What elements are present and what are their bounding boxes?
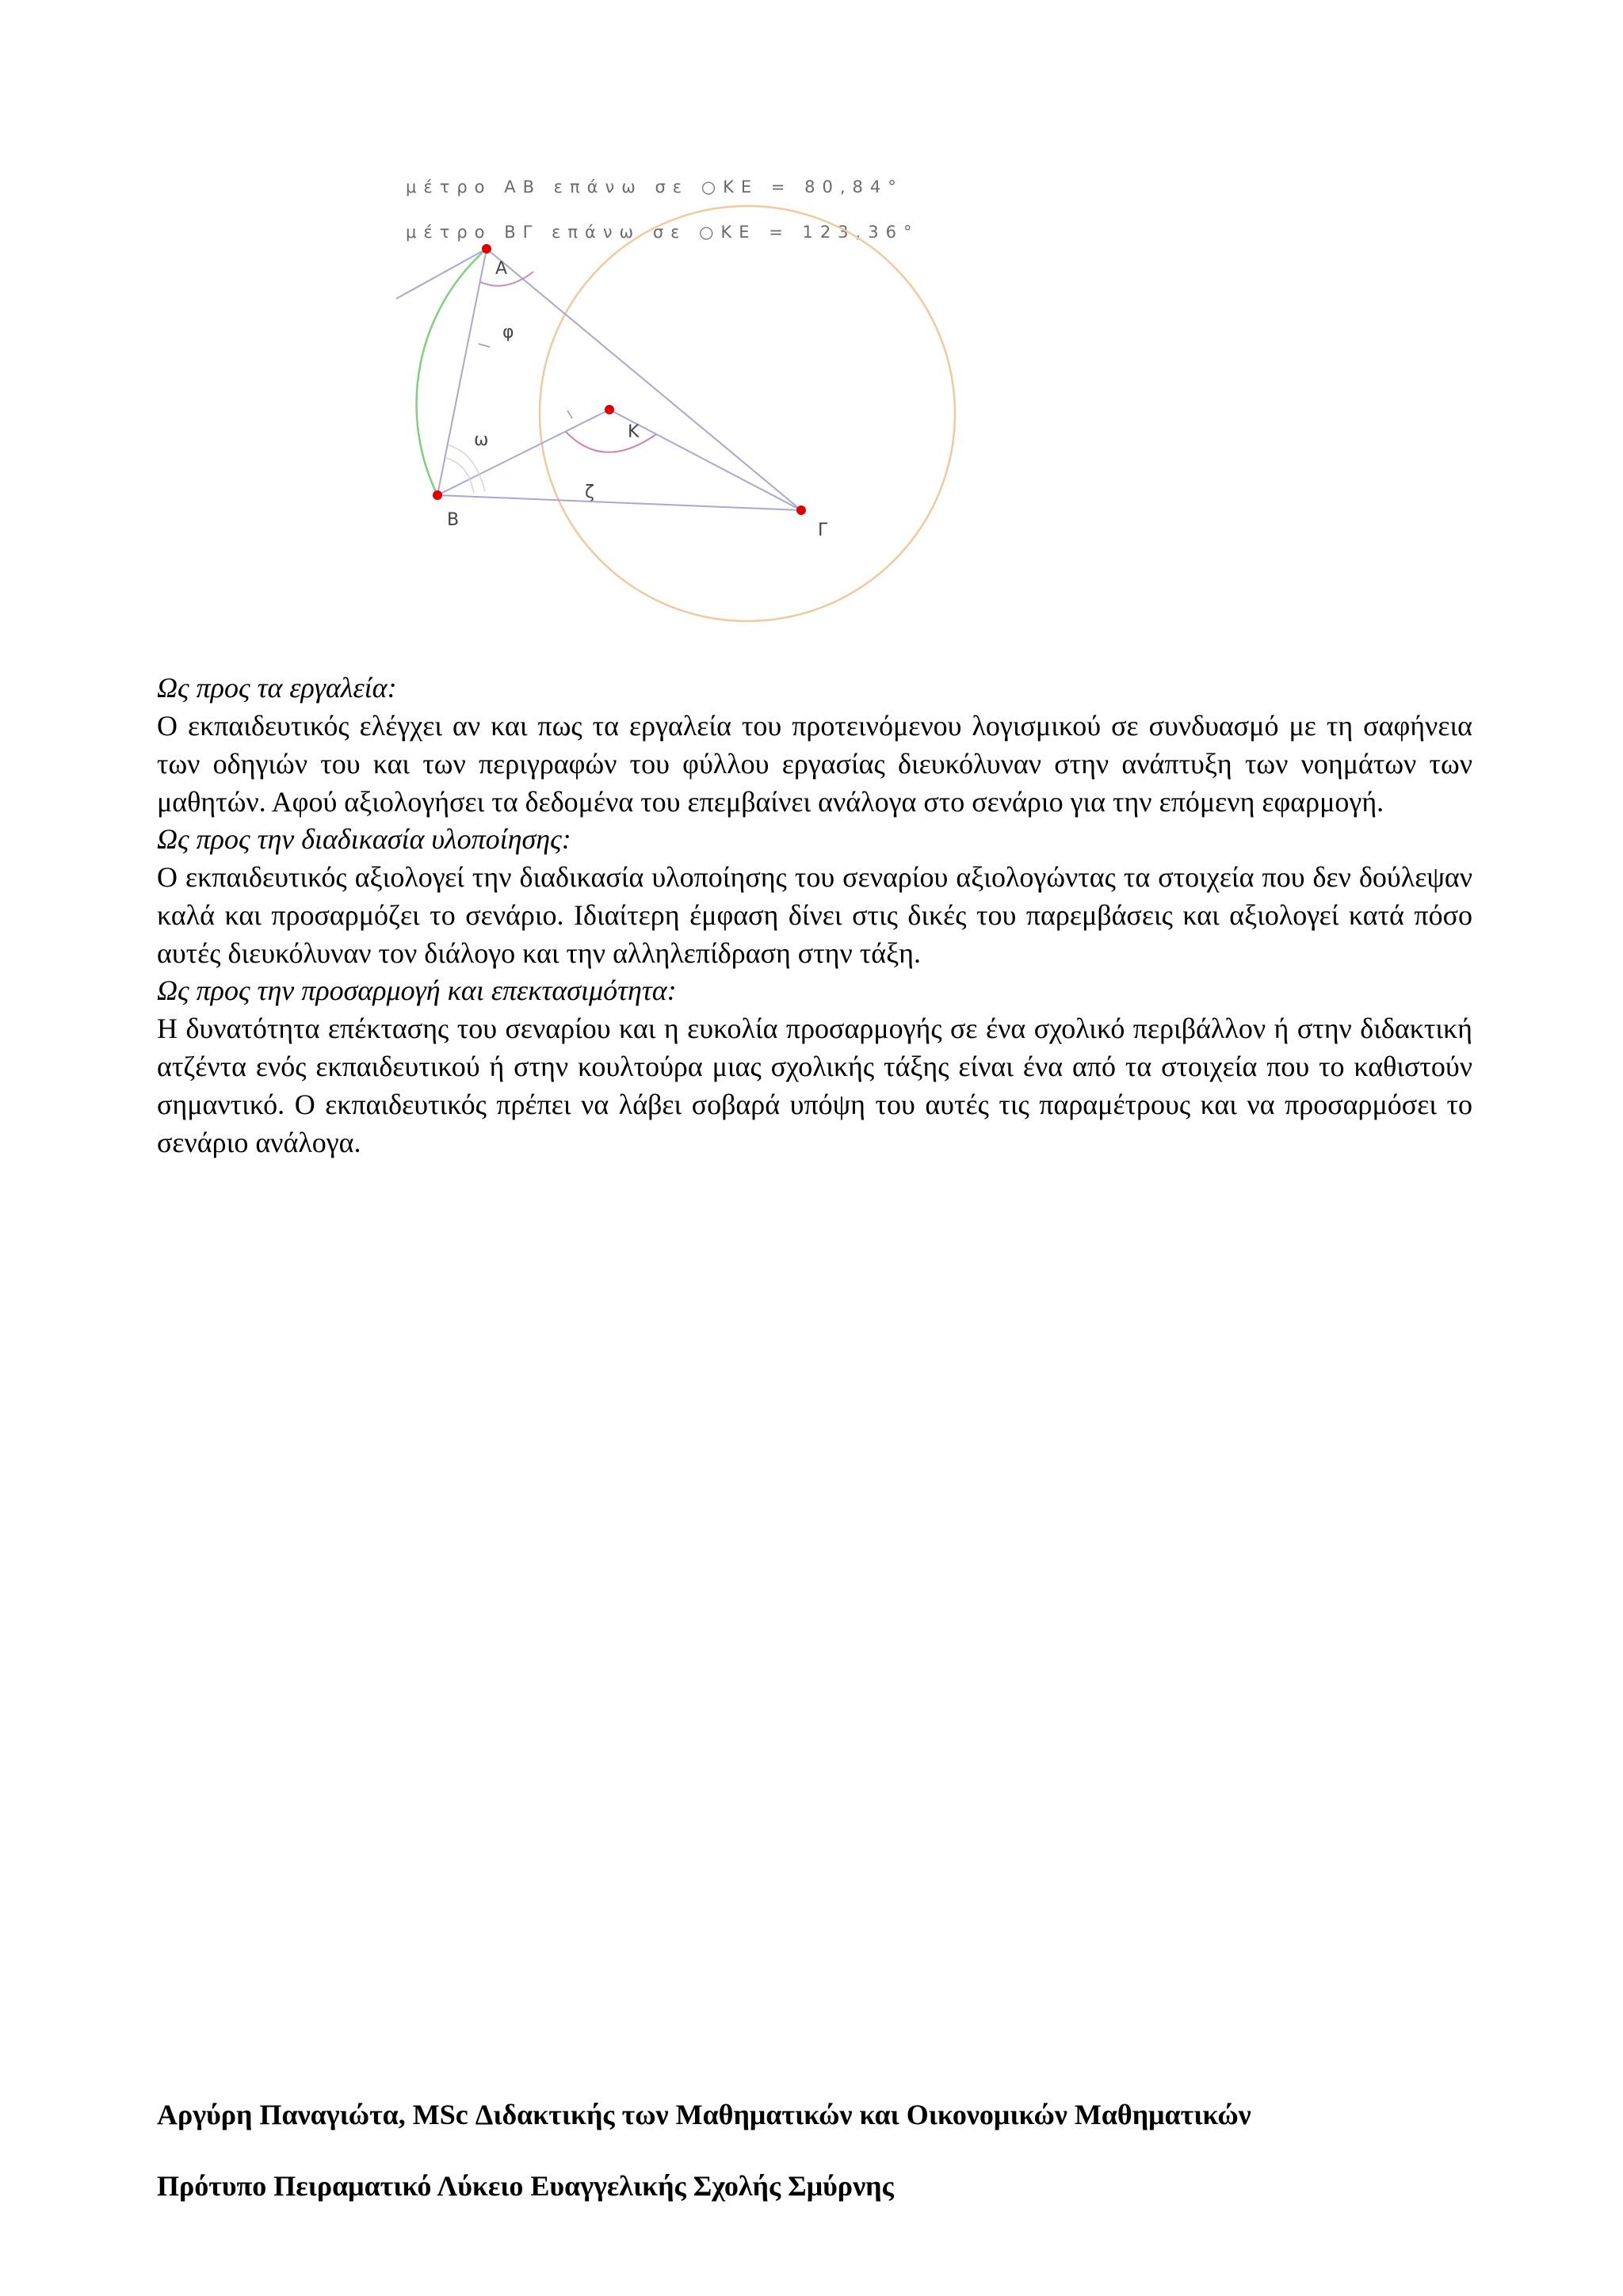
point-k — [605, 405, 614, 414]
body-text — [157, 669, 1472, 1161]
point-g — [796, 505, 806, 515]
side-bg — [437, 495, 801, 510]
angle-arc-omega-1 — [449, 445, 485, 491]
label-phi: φ — [502, 322, 514, 342]
section-heading-adaptation: Ως προς την προσαρμογή και επεκτασιμότητα: — [157, 974, 677, 1006]
footer-school: Πρότυπο Πειραματικό Λύκειο Ευαγγελικής Σχολής Σμύρνης — [157, 2170, 894, 2202]
label-k: Κ — [628, 422, 640, 442]
label-g: Γ — [818, 521, 828, 540]
measure-arc-ab: μέτρο ΑΒ επάνω σε ○ΚΕ = 80,84° — [406, 177, 903, 196]
stray-mark — [479, 344, 490, 347]
geometry-figure — [396, 166, 1268, 626]
section-heading-process: Ως προς την διαδικασία υλοποίησης: — [157, 823, 571, 855]
section-heading-tools: Ως προς τα εργαλεία: — [157, 672, 397, 704]
side-ab — [396, 249, 487, 495]
stray-mark — [567, 410, 572, 418]
arc-ab — [417, 249, 487, 495]
point-b — [433, 490, 442, 500]
label-zeta: ζ — [585, 482, 594, 502]
section-text-tools: Ο εκπαιδευτικός ελέγχει αν και πως τα εργαλεία του προτεινόμενου λογισμικού σε συνδυασμό με τη σαφήνεια των οδηγιών του και των περιγραφών του φύλλου εργασίας διευκόλυναν στην ανάπτυξη των νοημάτων των μαθητών. Αφού αξιολογήσει τα δεδομένα του επεμβαίνει ανάλογα στο σενάριο για την επόμενη εφαρμογή. — [157, 710, 1472, 818]
point-a — [482, 244, 491, 254]
angle-arc-k — [566, 432, 656, 452]
label-a: Α — [495, 259, 508, 279]
side-ab-line — [437, 249, 487, 495]
section-text-adaptation: Η δυνατότητα επέκτασης του σεναρίου και η ευκολία προσαρμογής σε ένα σχολικό περιβάλλον ή στην διδακτική ατζέντα ενός εκπαιδευτικού ή στην κουλτούρα μιας σχολικής τάξης είναι ένα από τα στοιχεία που το καθιστούν σημαντικό. Ο εκπαιδευτικός πρέπει να λάβει σοβαρά υπόψη του αυτές τις παραμέτρους και να προσαρμόσει το σενάριο ανάλογα. — [157, 1013, 1472, 1158]
side-ag — [487, 249, 801, 510]
label-b: Β — [447, 510, 460, 530]
measure-arc-bg: μέτρο ΒΓ επάνω σε ○ΚΕ = 123,36° — [406, 223, 919, 242]
section-text-process: Ο εκπαιδευτικός αξιολογεί την διαδικασία υλοποίησης του σεναρίου αξιολογώντας τα στοιχεία που δεν δούλεψαν καλά και προσαρμόζει το σενάριο. Ιδιαίτερη έμφαση δίνει στις δικές του παρεμβάσεις και αξιολογεί κατά πόσο αυτές διευκόλυναν τον διάλογο και την αλληλεπίδραση στην τάξη. — [157, 861, 1472, 969]
footer-author: Αργύρη Παναγιώτα, MSc Διδακτικής των Μαθηματικών και Οικονομικών Μαθηματικών — [157, 2099, 1251, 2130]
label-omega: ω — [474, 430, 489, 450]
angle-arc-omega-2 — [445, 458, 474, 493]
